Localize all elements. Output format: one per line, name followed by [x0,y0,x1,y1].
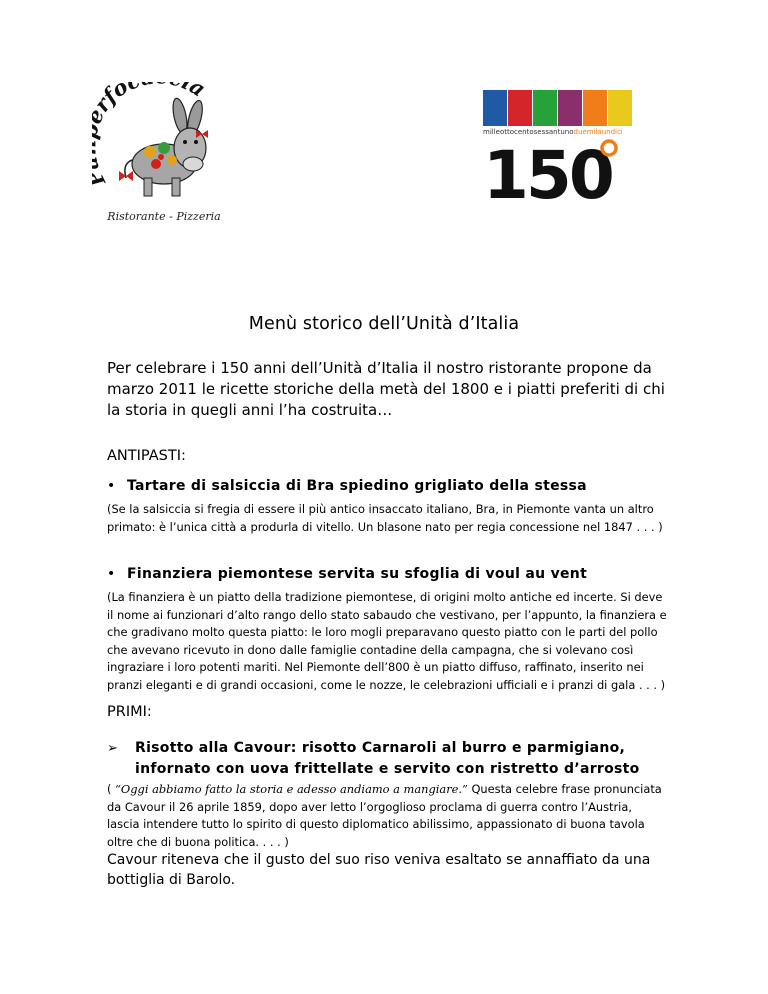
bullet-icon: • [107,566,116,582]
svg-text:milleottocentosessantunoduemil [483,128,623,136]
logo-brand-text: fo a [97,82,211,109]
logo-stripe [608,90,632,126]
logo-number: 150 [483,137,612,214]
logo-stripe [533,90,557,126]
dish-note-risotto [107,781,667,851]
dish-name-tartare: Tartare di salsiccia di Bra spiedino grigliato della stessa [127,478,587,494]
logo-tagline-b: duemilaundici [573,128,623,136]
logo-subtitle-text: Ristorante - Pizzeria [107,210,221,223]
arrow-bullet-icon: ➢ [107,741,118,756]
unita-150-logo [475,86,635,218]
anniversary-150-logo-icon [475,86,635,218]
dish-name-risotto: Risotto alla Cavour: risotto Carnaroli al burro e parmigiano, infornato con uova frittellate e servito con ristretto d’arrosto [135,740,640,777]
section-primi-heading: PRIMI: [107,704,152,720]
logo-stripe [558,90,582,126]
panperfocaccia-logo [92,82,232,230]
dish-note-tartare: (Se la salsiccia si fregia di essere il più antico insaccato italiano, Bra, in Piemonte vanta un altro primato: è l’unica città a produrla di vitello. Un blasone nato per regia concessione nel 1847 . . . ) [107,502,663,534]
bullet-icon: • [107,478,116,494]
logo-stripe [483,90,507,126]
dish-name-finanziera: Finanziera piemontese servita su sfoglia di voul au vent [127,566,588,582]
dish-note-finanziera: (La finanziera è un piatto della tradizione piemontese, di origini molto antiche ed incerte. Si deve il nome ai funzionari d’alto rango dello stato sabaudo che vestivano, per l’appunto, la finanziera e che gradivano molto questa piatto: le loro mogli preparavano questo piatto con le parti del pollo che avevano ricevuto in dono dalle famiglie contadine della campagna, che si volevano così ingraziare i loro potenti mariti. Nel Piemonte dell’800 è un piatto diffuso, raffinato, inserito nei pranzi eleganti e di grandi occasioni, come le nozze, le celebrazioni ufficiali e i pranzi di gala . . . ) [107,590,667,692]
intro-paragraph: Per celebrare i 150 anni dell’Unità d’Italia il nostro ristorante propone da marzo 2011 le ricette storiche della metà del 1800 e i piatti preferiti di chi la storia in quegli anni l’ha costruita… [107,359,665,419]
donkey-logo-icon [92,82,232,230]
logo-stripe [583,90,607,126]
note-rest: Questa celebre frase pronunciata da Cavour il 26 aprile 1859, dopo aver letto l’orgoglioso proclama di guerra contro l’Austria, lascia intendere tutto lo spirito di questo diplomatico abilissimo, appassionato di buona tavola oltre che di buona politica. . . . ) [107,782,662,849]
logo-stripe [508,90,532,126]
section-antipasti-heading: ANTIPASTI: [107,448,186,464]
cavour-quote: “Oggi abbiamo fatto la storia e adesso andiamo a mangiare.” [115,782,468,796]
logo-tagline-a: milleottocentosessantuno [483,128,574,136]
closing-paragraph: Cavour riteneva che il gusto del suo riso veniva esaltato se annaffiato da una bottiglia di Barolo. [107,852,651,888]
note-open: ( [107,782,116,796]
page-title: Menù storico dell’Unità d’Italia [248,314,520,334]
